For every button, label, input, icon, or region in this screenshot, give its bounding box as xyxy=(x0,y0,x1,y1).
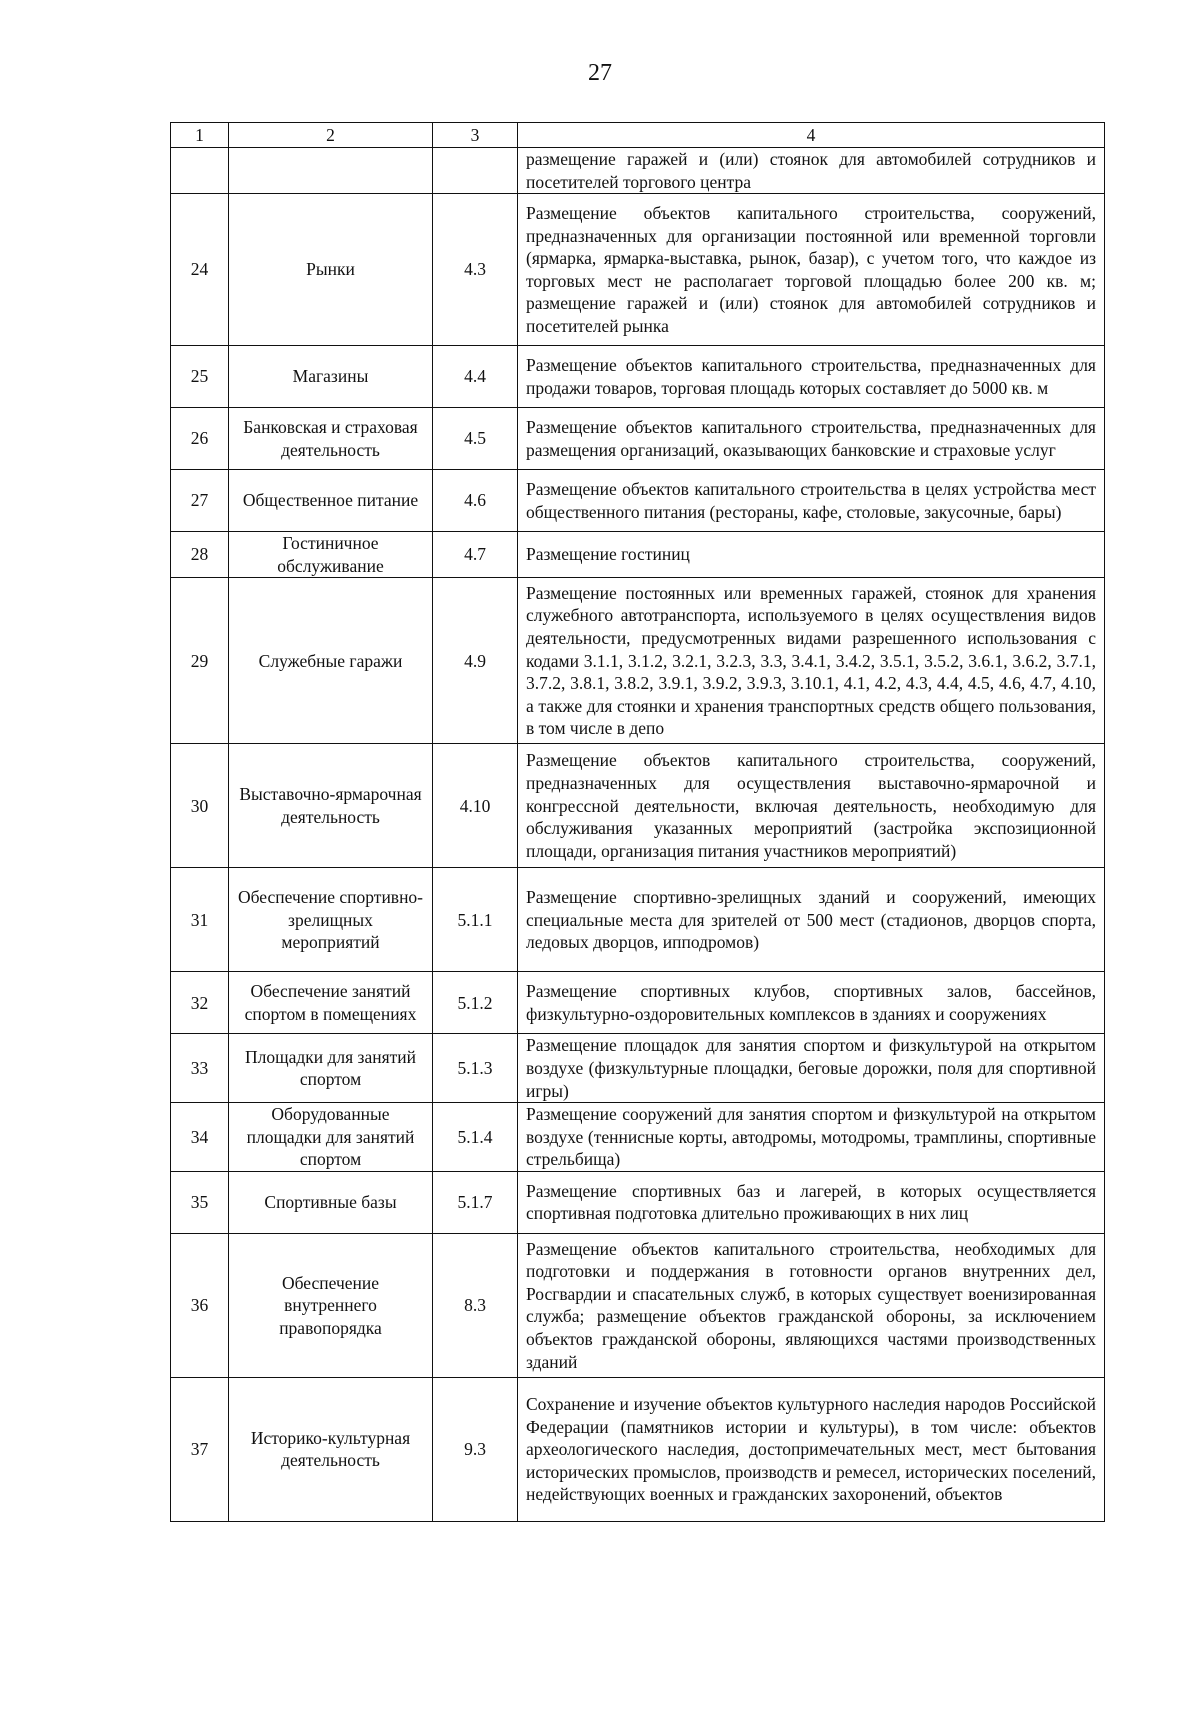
row-number: 27 xyxy=(171,470,229,532)
table-row xyxy=(171,1171,1105,1233)
row-description: Размещение гостиниц xyxy=(518,532,1105,578)
row-number: 33 xyxy=(171,1034,229,1103)
row-description: Размещение площадок для занятия спортом и физкультурой на открытом воздухе (физкультурные площадки, беговые дорожки, поля для спортивной игры) xyxy=(518,1034,1105,1103)
table-row xyxy=(171,194,1105,346)
row-number: 29 xyxy=(171,578,229,744)
table-row xyxy=(171,532,1105,578)
row-description: Размещение спортивных клубов, спортивных залов, бассейнов, физкультурно-оздоровительных комплексов в зданиях и сооружениях xyxy=(518,972,1105,1034)
row-code: 5.1.1 xyxy=(433,868,518,972)
table-row xyxy=(171,1103,1105,1172)
row-name: Гостиничное обслуживание xyxy=(229,532,433,578)
row-number: 25 xyxy=(171,346,229,408)
row-code: 8.3 xyxy=(433,1233,518,1377)
table-row xyxy=(171,408,1105,470)
row-name xyxy=(229,148,433,194)
row-code: 5.1.2 xyxy=(433,972,518,1034)
row-name: Площадки для занятий спортом xyxy=(229,1034,433,1103)
row-code: 5.1.4 xyxy=(433,1103,518,1172)
row-description: Размещение спортивно-зрелищных зданий и сооружений, имеющих специальные места для зрителей от 500 мест (стадионов, дворцов спорта, ледовых дворцов, ипподромов) xyxy=(518,868,1105,972)
row-number xyxy=(171,148,229,194)
table-row xyxy=(171,1233,1105,1377)
row-description: Размещение объектов капитального строительства, сооружений, предназначенных для организации постоянной или временной торговли (ярмарка, ярмарка-выставка, рынок, базар), с учетом того, что каждое из торговых мест не располагает торговой площадью более 200 кв. м; размещение гаражей и (или) стоянок для автомобилей сотрудников и посетителей рынка xyxy=(518,194,1105,346)
table-row xyxy=(171,578,1105,744)
row-description: Размещение объектов капитального строительства, необходимых для подготовки и поддержания в готовности органов внутренних дел, Росгвардии и спасательных служб, в которых существует военизированная служба; размещение объектов гражданской обороны, за исключением объектов гражданской обороны, являющихся частями производственных зданий xyxy=(518,1233,1105,1377)
row-number: 36 xyxy=(171,1233,229,1377)
row-description: Размещение объектов капитального строительства, сооружений, предназначенных для осуществления выставочно-ярмарочной и конгрессной деятельности, включая деятельность, необходимую для обслуживания указанных мероприятий (застройка экспозиционной площади, организация питания участников мероприятий) xyxy=(518,744,1105,868)
row-description: Размещение объектов капитального строительства, предназначенных для размещения организаций, оказывающих банковские и страховые услуг xyxy=(518,408,1105,470)
table-row xyxy=(171,1034,1105,1103)
row-code: 4.6 xyxy=(433,470,518,532)
row-code: 4.9 xyxy=(433,578,518,744)
row-name: Магазины xyxy=(229,346,433,408)
row-description: Размещение сооружений для занятия спортом и физкультурой на открытом воздухе (теннисные корты, автодромы, мотодромы, трамплины, спортивные стрельбища) xyxy=(518,1103,1105,1172)
land-use-table xyxy=(170,122,1105,1522)
row-code xyxy=(433,148,518,194)
row-number: 31 xyxy=(171,868,229,972)
row-number: 24 xyxy=(171,194,229,346)
row-code: 5.1.7 xyxy=(433,1171,518,1233)
row-name: Выставочно-ярмарочная деятельность xyxy=(229,744,433,868)
row-name: Спортивные базы xyxy=(229,1171,433,1233)
table-row xyxy=(171,148,1105,194)
row-description: Размещение объектов капитального строительства, предназначенных для продажи товаров, торговая площадь которых составляет до 5000 кв. м xyxy=(518,346,1105,408)
row-name: Общественное питание xyxy=(229,470,433,532)
row-number: 30 xyxy=(171,744,229,868)
row-description: Размещение объектов капитального строительства в целях устройства мест общественного питания (рестораны, кафе, столовые, закусочные, бары) xyxy=(518,470,1105,532)
table-row xyxy=(171,346,1105,408)
table-row xyxy=(171,1377,1105,1521)
row-name: Обеспечение спортивно-зрелищных мероприятий xyxy=(229,868,433,972)
table-row xyxy=(171,972,1105,1034)
header-col-4: 4 xyxy=(518,123,1105,148)
row-name: Историко-культурная деятельность xyxy=(229,1377,433,1521)
table-row xyxy=(171,868,1105,972)
row-name: Рынки xyxy=(229,194,433,346)
page-number: 27 xyxy=(588,60,612,86)
row-code: 4.7 xyxy=(433,532,518,578)
row-name: Служебные гаражи xyxy=(229,578,433,744)
row-code: 9.3 xyxy=(433,1377,518,1521)
row-code: 4.5 xyxy=(433,408,518,470)
row-description: Сохранение и изучение объектов культурного наследия народов Российской Федерации (памятников истории и культуры), в том числе: объектов археологического наследия, достопримечательных мест, мест бытования исторических промыслов, производств и ремесел, исторических поселений, недействующих военных и гражданских захоронений, объектов xyxy=(518,1377,1105,1521)
row-code: 4.10 xyxy=(433,744,518,868)
row-name: Банковская и страховая деятельность xyxy=(229,408,433,470)
row-description: Размещение постоянных или временных гаражей, стоянок для хранения служебного автотранспорта, используемого в целях осуществления видов деятельности, предусмотренных видами разрешенного использования с кодами 3.1.1, 3.1.2, 3.2.1, 3.2.3, 3.3, 3.4.1, 3.4.2, 3.5.1, 3.5.2, 3.6.1, 3.6.2, 3.7.1, 3.7.2, 3.8.1, 3.8.2, 3.9.1, 3.9.2, 3.9.3, 3.10.1, 4.1, 4.2, 4.3, 4.4, 4.5, 4.6, 4.7, 4.10, а также для стоянки и хранения транспортных средств общего пользования, в том числе в депо xyxy=(518,578,1105,744)
header-row xyxy=(171,123,1105,148)
row-code: 5.1.3 xyxy=(433,1034,518,1103)
table-body xyxy=(171,123,1105,1522)
row-number: 35 xyxy=(171,1171,229,1233)
row-number: 28 xyxy=(171,532,229,578)
row-name: Оборудованные площадки для занятий спортом xyxy=(229,1103,433,1172)
row-name: Обеспечение занятий спортом в помещениях xyxy=(229,972,433,1034)
row-number: 34 xyxy=(171,1103,229,1172)
table-row xyxy=(171,744,1105,868)
header-col-3: 3 xyxy=(433,123,518,148)
row-number: 37 xyxy=(171,1377,229,1521)
row-number: 26 xyxy=(171,408,229,470)
row-code: 4.4 xyxy=(433,346,518,408)
row-code: 4.3 xyxy=(433,194,518,346)
header-col-2: 2 xyxy=(229,123,433,148)
row-description: Размещение спортивных баз и лагерей, в которых осуществляется спортивная подготовка длительно проживающих в них лиц xyxy=(518,1171,1105,1233)
header-col-1: 1 xyxy=(171,123,229,148)
row-description: размещение гаражей и (или) стоянок для автомобилей сотрудников и посетителей торгового центра xyxy=(518,148,1105,194)
row-number: 32 xyxy=(171,972,229,1034)
table-row xyxy=(171,470,1105,532)
row-name: Обеспечение внутреннего правопорядка xyxy=(229,1233,433,1377)
